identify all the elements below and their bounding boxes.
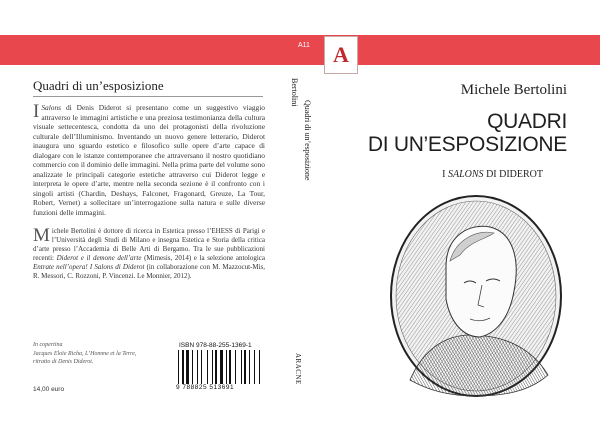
barcode-bar bbox=[180, 350, 181, 384]
front-title bbox=[368, 110, 567, 156]
barcode-bar bbox=[218, 350, 219, 384]
bio-text-a: ichele Bertolini è dottore di ricerca in Estetica presso l’EHESS di Parigi e l’Università degli Studi di Milano e insegna Estetica e Storia della critica d’arte presso l’Accademia di Belle Arti di Bergamo. Tra le sue pubblicazioni recenti: bbox=[33, 227, 265, 262]
isbn: ISBN 978-88-255-1369-1 bbox=[179, 342, 252, 349]
front-subtitle bbox=[442, 169, 543, 180]
barcode-bar bbox=[224, 350, 225, 384]
barcode-bar bbox=[182, 350, 184, 384]
title-line-2: DI UN’ESPOSIZIONE bbox=[367, 133, 567, 156]
barcode-bar bbox=[201, 350, 202, 384]
bio-text-b: (Mimesis, 2014) e la selezione antologica bbox=[141, 254, 265, 262]
barcode bbox=[178, 350, 264, 384]
barcode-bar bbox=[226, 350, 227, 384]
barcode-bar bbox=[235, 350, 236, 384]
barcode-bar bbox=[213, 350, 214, 384]
barcode-bar bbox=[178, 350, 179, 384]
barcode-bar bbox=[249, 350, 250, 384]
subtitle-b: DI DIDEROT bbox=[483, 169, 543, 180]
title-line-1: QUADRI bbox=[487, 110, 567, 133]
spine-author: Bertolini bbox=[290, 78, 299, 107]
barcode-bar bbox=[259, 350, 260, 384]
barcode-bar bbox=[197, 350, 199, 384]
barcode-bar bbox=[186, 350, 189, 384]
title-rule bbox=[33, 96, 263, 97]
barcode-bar bbox=[261, 350, 263, 384]
subtitle-em: SALONS bbox=[448, 169, 484, 180]
back-blurb bbox=[33, 103, 265, 217]
barcode-number: 9 788825 513691 bbox=[176, 384, 235, 391]
front-author: Michele Bertolini bbox=[460, 82, 567, 98]
barcode-bar bbox=[241, 350, 242, 384]
barcode-bar bbox=[209, 350, 211, 384]
spine-publisher: ARACNE bbox=[294, 353, 302, 385]
series-code: A11 bbox=[298, 42, 310, 49]
barcode-bar bbox=[228, 350, 229, 384]
barcode-bar bbox=[229, 350, 231, 384]
barcode-bar bbox=[192, 350, 193, 384]
barcode-bar bbox=[199, 350, 200, 384]
barcode-bar bbox=[244, 350, 246, 384]
blurb-text: di Denis Diderot si presentano come un suggestivo viaggio attraverso le immagini artistiche e una preziosa testimonianza della cultura visuale settecentesca, condotta da uno dei protagonisti della rivoluzione culturale dell’Illuminismo. Inventando un nuovo genere letterario, Diderot inaugura uno sguardo estetico e filosofico sulle opere d’arte capace di dialogare con le istanze contemporanee che attraversano il nostro quotidiano commercio con il dominio delle immagini. Nella prima parte del volume sono analizzate le principali categorie estetiche attraverso cui Diderot legge e interpreta le opere d’arte, mentre nella seconda sezione è il confronto con i singoli artisti (Chardin, Deshays, Falconet, Fragonard, Greuze, La Tour, Robert, Vernet) a sollecitare un’interrogazione sulla natura e sulle diverse funzioni delle immagini. bbox=[33, 103, 265, 217]
blurb-drop-cap: I bbox=[33, 101, 40, 122]
barcode-bar bbox=[237, 350, 240, 384]
barcode-bar bbox=[190, 350, 191, 384]
barcode-bar bbox=[203, 350, 206, 384]
blurb-em: Salons bbox=[41, 103, 62, 112]
author-bio bbox=[33, 227, 265, 281]
caption-label: In copertina bbox=[33, 342, 63, 348]
series-band bbox=[0, 35, 600, 65]
price: 14,00 euro bbox=[33, 386, 65, 393]
barcode-bar bbox=[254, 350, 255, 384]
bio-em-2: Entrate nell’opera! I Salons di Diderot bbox=[33, 263, 145, 271]
bio-drop-cap: M bbox=[33, 225, 50, 246]
logo-letter: A bbox=[333, 42, 349, 67]
bio-text-c: (in collaborazione con M. Mazzocut-Mis, R. Messori, C. Rozzoni, P. Vincenzi. Le Monnier, 2012). bbox=[33, 263, 265, 280]
subtitle-a: I bbox=[442, 169, 448, 180]
caption-text: Jacques Eloïe Richa, L’Homme et la Terre, ritratto di Denis Diderot. bbox=[33, 351, 137, 365]
diderot-portrait bbox=[390, 195, 563, 398]
bio-em-1: Diderot e il demone dell’arte bbox=[56, 254, 142, 262]
back-title: Quadri di un’esposizione bbox=[33, 78, 164, 93]
spine-title: Quadri di un’esposizione bbox=[303, 100, 312, 181]
barcode-bar bbox=[207, 350, 208, 384]
barcode-bar bbox=[212, 350, 213, 384]
barcode-bar bbox=[185, 350, 186, 384]
publisher-logo bbox=[324, 36, 358, 74]
barcode-bar bbox=[215, 350, 217, 384]
barcode-bar bbox=[242, 350, 243, 384]
barcode-bar bbox=[247, 350, 248, 384]
barcode-bar bbox=[232, 350, 234, 384]
barcode-bar bbox=[220, 350, 223, 384]
barcode-bar bbox=[251, 350, 253, 384]
barcode-bar bbox=[256, 350, 259, 384]
barcode-bar bbox=[194, 350, 196, 384]
